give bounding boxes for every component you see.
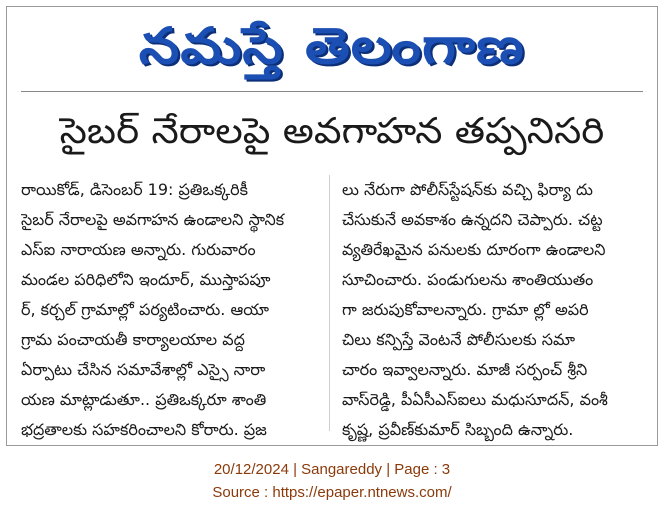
- masthead-title: నమస్తే తెలంగాణ: [139, 17, 525, 75]
- article-line: మండల పరిధిలోని ఇందూర్, ముస్తాపపూ: [21, 270, 271, 289]
- article-headline: సైబర్ నేరాలపై అవగాహన తప్పనిసరి: [59, 111, 605, 152]
- article-line: ర్, కర్చల్ గ్రామాల్లో పర్యటించారు. ఆయా: [21, 300, 269, 319]
- article-line: కృష్ణ, ప్రవీణ్‌కుమార్ సిబ్బంది ఉన్నారు.: [342, 420, 574, 439]
- article-line: రాయికోడ్, డిసెంబర్ 19: ప్రతిఒక్కరికీ: [21, 180, 248, 199]
- source-footer: [0, 458, 664, 504]
- column-divider: [329, 175, 330, 431]
- article-line: చిలు కన్పిస్తే వెంటనే పోలీసులకు సమా: [342, 330, 576, 349]
- masthead: [7, 11, 657, 85]
- article-line: లు నేరుగా పోలీస్‌స్టేషన్‌కు వచ్చి ఫిర్యా దు: [342, 180, 593, 199]
- article-line: వ్యతిరేఖమైన పనులకు దూరంగా ఉండాలని: [342, 240, 606, 259]
- article-line: సైబర్ నేరాలపై అవగాహన ఉండాలని స్థానిక: [21, 210, 285, 229]
- article-line: వాస్‌రెడ్డి, పీఏసీఎస్‌ఐలు మధుసూదన్, వంశీ: [342, 390, 608, 409]
- source-url: Source : https://epaper.ntnews.com/: [212, 484, 452, 501]
- article-line: చారం ఇవ్వాలన్నారు. మాజీ సర్పంచ్ శ్రీని: [342, 360, 588, 379]
- article-line: ఎస్ఐ నారాయణ అన్నారు. గురువారం: [21, 240, 256, 259]
- article-left-column: [21, 175, 321, 445]
- article-right-column: [342, 175, 642, 445]
- article-line: ఏర్పాటు చేసిన సమావేశాల్లో ఎస్సై నారా: [21, 360, 266, 379]
- article-line: భద్రతాలకు సహకరించాలని కోరారు. ప్రజ: [21, 420, 267, 439]
- article-line: గ్రామ పంచాయతీ కార్యాలయాల వద్ద: [21, 330, 245, 349]
- publication-info: 20/12/2024 | Sangareddy | Page : 3: [213, 461, 451, 478]
- masthead-divider: [21, 91, 643, 92]
- article-line: చేసుకునే అవకాశం ఉన్నదని చెప్పారు. చట్ట: [342, 210, 603, 229]
- article-line: యణ మాట్లాడుతూ.. ప్రతిఒక్కరూ శాంతి: [21, 390, 267, 409]
- article-line: సూచించారు. పండుగులను శాంతియుతం: [342, 270, 594, 289]
- newspaper-clipping: [6, 6, 658, 446]
- article-line: గా జరుపుకోవాలన్నారు. గ్రామా ల్లో అపరి: [342, 300, 589, 319]
